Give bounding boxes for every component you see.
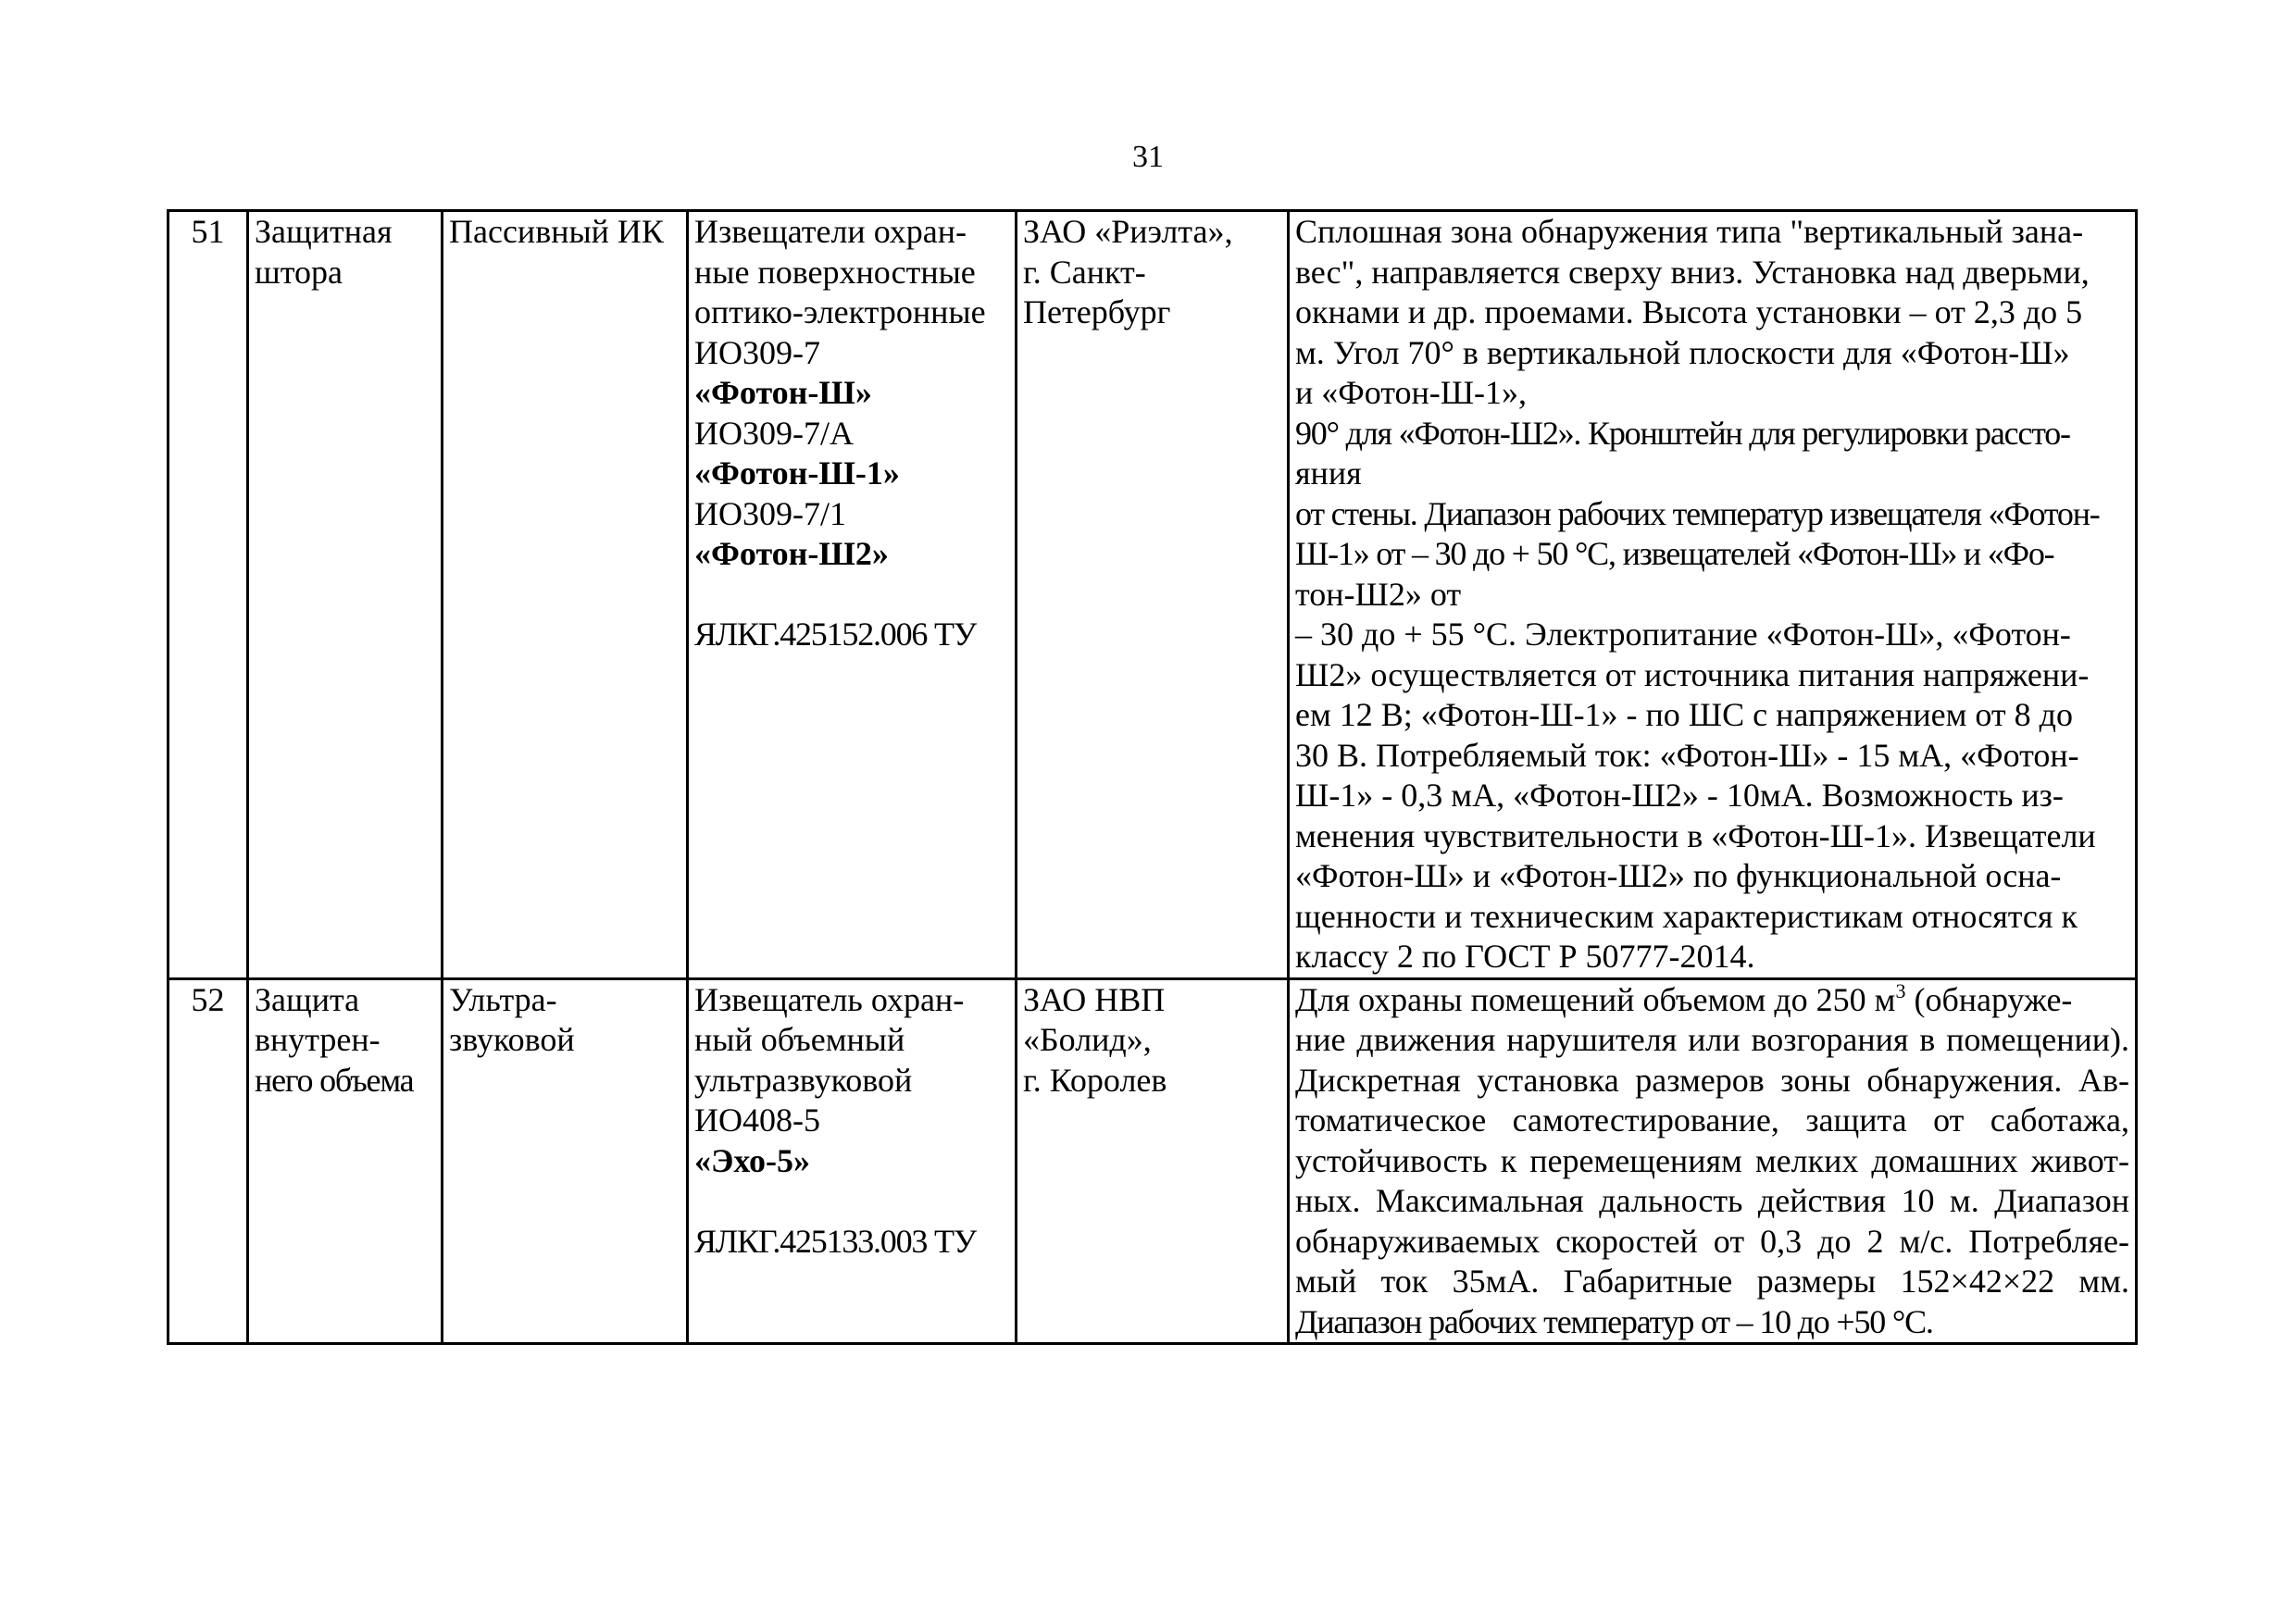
product-line: ные поверхностные (694, 253, 976, 291)
cubic-superscript: 3 (1895, 978, 1906, 1002)
description-line: ние движения нарушителя или возгорания в помещении). (1295, 1021, 2129, 1058)
description-line: 90° для «Фотон-Ш2». Кронштейн для регулировки рассто- (1295, 414, 2070, 452)
product-line: ИО309-7/А (694, 414, 854, 452)
description-line: Дискретная установка размеров зоны обнаружения. Ав- (1295, 1061, 2129, 1099)
row-number-cell (168, 211, 248, 979)
spacer (694, 1181, 1009, 1222)
page-number: 31 (1132, 140, 1164, 174)
purpose-cell (248, 211, 443, 979)
description-line: Диапазон рабочих температур от – 10 до +50 °С. (1295, 1302, 1933, 1340)
manufacturer-line: ЗАО НВП (1023, 980, 1166, 1018)
product-spec-code: ЯЛКГ.425152.006 ТУ (694, 616, 977, 653)
description-line: м. Угол 70° в вертикальной плоскости для «Фотон-Ш» (1295, 333, 2070, 371)
purpose-line: Защитная (255, 213, 393, 250)
product-model-name: «Эхо-5» (694, 1141, 811, 1179)
description-line: Ш-1» - 0,3 мА, «Фотон-Ш2» - 10мА. Возможность из- (1295, 777, 2064, 814)
purpose-line: него объема (255, 1061, 414, 1099)
description-line: вес", направляется сверху вниз. Установка над дверьми, (1295, 253, 2090, 291)
description-cell (1289, 978, 2137, 1344)
description-line: окнами и др. проемами. Высота установки – от 2,3 до 5 (1295, 293, 2083, 330)
detection-type-line: Ультра- (449, 980, 557, 1018)
purpose-line: штора (255, 253, 343, 291)
row-number: 52 (191, 980, 225, 1018)
description-line: ных. Максимальная дальность действия 10 м. Диапазон (1295, 1182, 2129, 1219)
detection-type-cell (443, 978, 688, 1344)
product-line: ИО309-7 (694, 333, 820, 371)
description-line: и «Фотон-Ш-1», (1295, 374, 1528, 411)
product-line: ИО408-5 (694, 1101, 820, 1139)
manufacturer-cell (1017, 978, 1289, 1344)
purpose-cell (248, 978, 443, 1344)
description-line: менения чувствительности в «Фотон-Ш-1». Извещатели (1295, 816, 2096, 854)
table-row (168, 978, 2137, 1344)
product-line: ультразвуковой (694, 1061, 913, 1099)
description-line: 30 В. Потребляемый ток: «Фотон-Ш» - 15 мА, «Фотон- (1295, 736, 2079, 774)
product-model-name: «Фотон-Ш2» (694, 535, 889, 572)
product-spec-code: ЯЛКГ.425133.003 ТУ (694, 1222, 977, 1260)
description-line: – 30 до + 55 °С. Электропитание «Фотон-Ш», «Фотон- (1295, 616, 2071, 653)
equipment-table (167, 209, 2138, 1345)
description-line: томатическое самотестирование, защита от саботажа, (1295, 1101, 2129, 1139)
product-model-name: «Фотон-Ш» (694, 374, 872, 411)
table-row (168, 211, 2137, 979)
detection-type-line: Пассивный ИК (449, 213, 664, 250)
manufacturer-line: г. Санкт- (1023, 253, 1146, 291)
purpose-line: внутрен- (255, 1021, 381, 1058)
product-line: оптико-электронные (694, 293, 986, 330)
detection-type-cell (443, 211, 688, 979)
description-line: мый ток 35мА. Габаритные размеры 152×42×22 мм. (1295, 1263, 2129, 1300)
description-line: от стены. Диапазон рабочих температур извещателя «Фотон- (1295, 494, 2100, 532)
product-line: Извещатели охран- (694, 213, 967, 250)
manufacturer-line: Петербург (1023, 293, 1171, 330)
description-line: классу 2 по ГОСТ Р 50777-2014. (1295, 938, 1755, 975)
product-line: ный объемный (694, 1021, 905, 1058)
spacer (694, 575, 1009, 616)
description-line: щенности и техническим характеристикам относятся к (1295, 897, 2078, 935)
description-line: «Фотон-Ш» и «Фотон-Ш2» по функциональной осна- (1295, 857, 2062, 894)
description-cell (1289, 211, 2137, 979)
product-line: ИО309-7/1 (694, 494, 846, 532)
description-line: Ш2» осуществляется от источника питания напряжени- (1295, 655, 2090, 693)
manufacturer-line: «Болид», (1023, 1021, 1152, 1058)
description-line: устойчивость к перемещениям мелких домашних живот- (1295, 1141, 2129, 1179)
description-line: Сплошная зона обнаружения типа "вертикальный зана- (1295, 213, 2084, 250)
product-model-name: «Фотон-Ш-1» (694, 454, 900, 492)
description-line: Ш-1» от – 30 до + 50 °С, извещателей «Фотон-Ш» и «Фо- (1295, 535, 2054, 572)
purpose-line: Защита (255, 980, 360, 1018)
description-line: обнаруживаемых скоростей от 0,3 до 2 м/с. Потребляе- (1295, 1222, 2129, 1260)
description-line: яния (1295, 454, 1362, 492)
description-line: ем 12 В; «Фотон-Ш-1» - по ШС с напряжением от 8 до (1295, 696, 2073, 733)
product-cell (688, 211, 1017, 979)
product-cell (688, 978, 1017, 1344)
detection-type-line: звуковой (449, 1021, 575, 1058)
product-line: Извещатель охран- (694, 980, 965, 1018)
manufacturer-line: ЗАО «Риэлта», (1023, 213, 1233, 250)
manufacturer-line: г. Королев (1023, 1061, 1167, 1099)
description-text: (обнаруже- (1905, 980, 2073, 1018)
description-text: Для охраны помещений объемом до 250 м (1295, 980, 1896, 1018)
description-line: тон-Ш2» от (1295, 575, 1462, 613)
manufacturer-cell (1017, 211, 1289, 979)
row-number: 51 (191, 213, 225, 250)
description-line (1295, 980, 2129, 1021)
row-number-cell (168, 978, 248, 1344)
